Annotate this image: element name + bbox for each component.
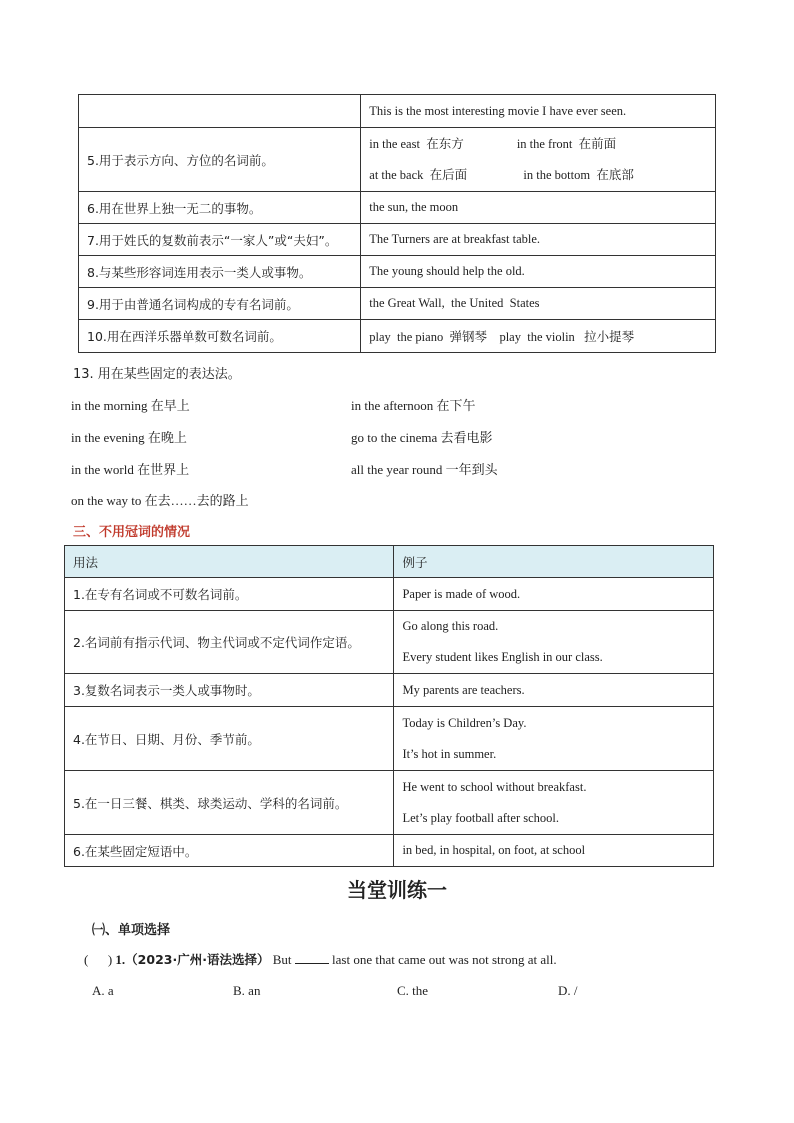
usage-cell: 10.用在西洋乐器单数可数名词前。 <box>79 320 361 353</box>
header-cell-example: 例子 <box>394 546 714 578</box>
question-1 <box>84 950 557 968</box>
article-usage-table-1 <box>78 94 716 353</box>
example-text: It’s hot in summer. <box>402 746 497 761</box>
no-article-table <box>64 545 714 867</box>
example-text: This is the most interesting movie I have ever seen. <box>369 103 627 118</box>
example-text: Go along this road. <box>402 619 499 633</box>
question-text-before: But <box>272 952 292 967</box>
usage-cell: 7.用于姓氏的复数前表示“一家人”或“夫妇”。 <box>79 224 361 256</box>
example-text: at the back 在后面 in the bottom 在底部 <box>369 167 634 182</box>
usage-cell: 5.用于表示方向、方位的名词前。 <box>79 128 361 192</box>
phrase-item: all the year round 一年到头 <box>351 462 498 477</box>
phrase-item: go to the cinema 去看电影 <box>351 430 493 445</box>
practice-subheading: ㈠、单项选择 <box>92 923 171 938</box>
question-text-after: last one that came out was not strong at all. <box>332 952 557 967</box>
table-row <box>79 256 716 288</box>
option-d[interactable]: D. / <box>558 983 578 998</box>
table-row <box>79 95 716 128</box>
usage-cell: 6.在某些固定短语中。 <box>65 835 394 867</box>
option-b[interactable]: B. an <box>233 983 261 998</box>
table-header-row <box>65 546 714 578</box>
example-cell <box>361 95 716 128</box>
usage-cell: 3.复数名词表示一类人或事物时。 <box>65 674 394 707</box>
table-row <box>79 128 716 192</box>
practice-title: 当堂训练一 <box>347 878 447 902</box>
table-row <box>65 707 714 771</box>
question-source: （2023·广州·语法选择） <box>125 952 270 967</box>
usage-cell: 1.在专有名词或不可数名词前。 <box>65 578 394 611</box>
example-cell: The Turners are at breakfast table. <box>361 224 716 256</box>
example-cell: the Great Wall, the United States <box>361 288 716 320</box>
section-3-heading: 三、不用冠词的情况 <box>73 525 191 540</box>
phrase-item: in the afternoon 在下午 <box>351 398 476 413</box>
usage-cell <box>79 95 361 128</box>
phrase-item: in the world 在世界上 <box>71 462 190 477</box>
example-text: He went to school without breakfast. <box>402 779 587 794</box>
phrase-item: on the way to 在去……去的路上 <box>71 493 249 508</box>
usage-cell: 6.用在世界上独一无二的事物。 <box>79 192 361 224</box>
usage-cell: 5.在一日三餐、棋类、球类运动、学科的名词前。 <box>65 771 394 835</box>
example-cell: My parents are teachers. <box>394 674 714 707</box>
table-row <box>79 224 716 256</box>
usage-cell: 9.用于由普通名词构成的专有名词前。 <box>79 288 361 320</box>
header-cell-usage: 用法 <box>65 546 394 578</box>
usage-cell: 2.名词前有指示代词、物主代词或不定代词作定语。 <box>65 611 394 674</box>
table-row <box>65 835 714 867</box>
question-number: 1. <box>115 952 126 967</box>
example-cell <box>361 128 716 192</box>
option-c[interactable]: C. the <box>397 983 429 998</box>
example-text: Let’s play football after school. <box>402 810 560 825</box>
example-cell <box>394 707 714 771</box>
table-row <box>65 771 714 835</box>
phrase-item: in the morning 在早上 <box>71 398 190 413</box>
example-cell <box>394 771 714 835</box>
table-row <box>65 578 714 611</box>
example-cell: Paper is made of wood. <box>394 578 714 611</box>
example-text: Every student likes English in our class. <box>402 650 603 664</box>
answer-bracket[interactable]: ( ) <box>84 952 113 967</box>
table-row <box>79 192 716 224</box>
section-13-heading: 13. 用在某些固定的表达法。 <box>73 367 241 382</box>
usage-cell: 4.在节日、日期、月份、季节前。 <box>65 707 394 771</box>
example-cell: the sun, the moon <box>361 192 716 224</box>
table-row <box>79 320 716 353</box>
option-a[interactable]: A. a <box>92 983 114 998</box>
example-text: Today is Children’s Day. <box>402 715 527 730</box>
example-cell: play the piano 弹钢琴 play the violin 拉小提琴 <box>361 320 716 353</box>
table-row <box>65 611 714 674</box>
table-row <box>79 288 716 320</box>
answer-blank[interactable] <box>295 951 329 964</box>
phrase-item: in the evening 在晚上 <box>71 430 187 445</box>
example-cell: in bed, in hospital, on foot, at school <box>394 835 714 867</box>
example-text: in the east 在东方 in the front 在前面 <box>369 136 617 151</box>
usage-cell: 8.与某些形容词连用表示一类人或事物。 <box>79 256 361 288</box>
table-row <box>65 674 714 707</box>
example-cell <box>394 611 714 674</box>
example-cell: The young should help the old. <box>361 256 716 288</box>
